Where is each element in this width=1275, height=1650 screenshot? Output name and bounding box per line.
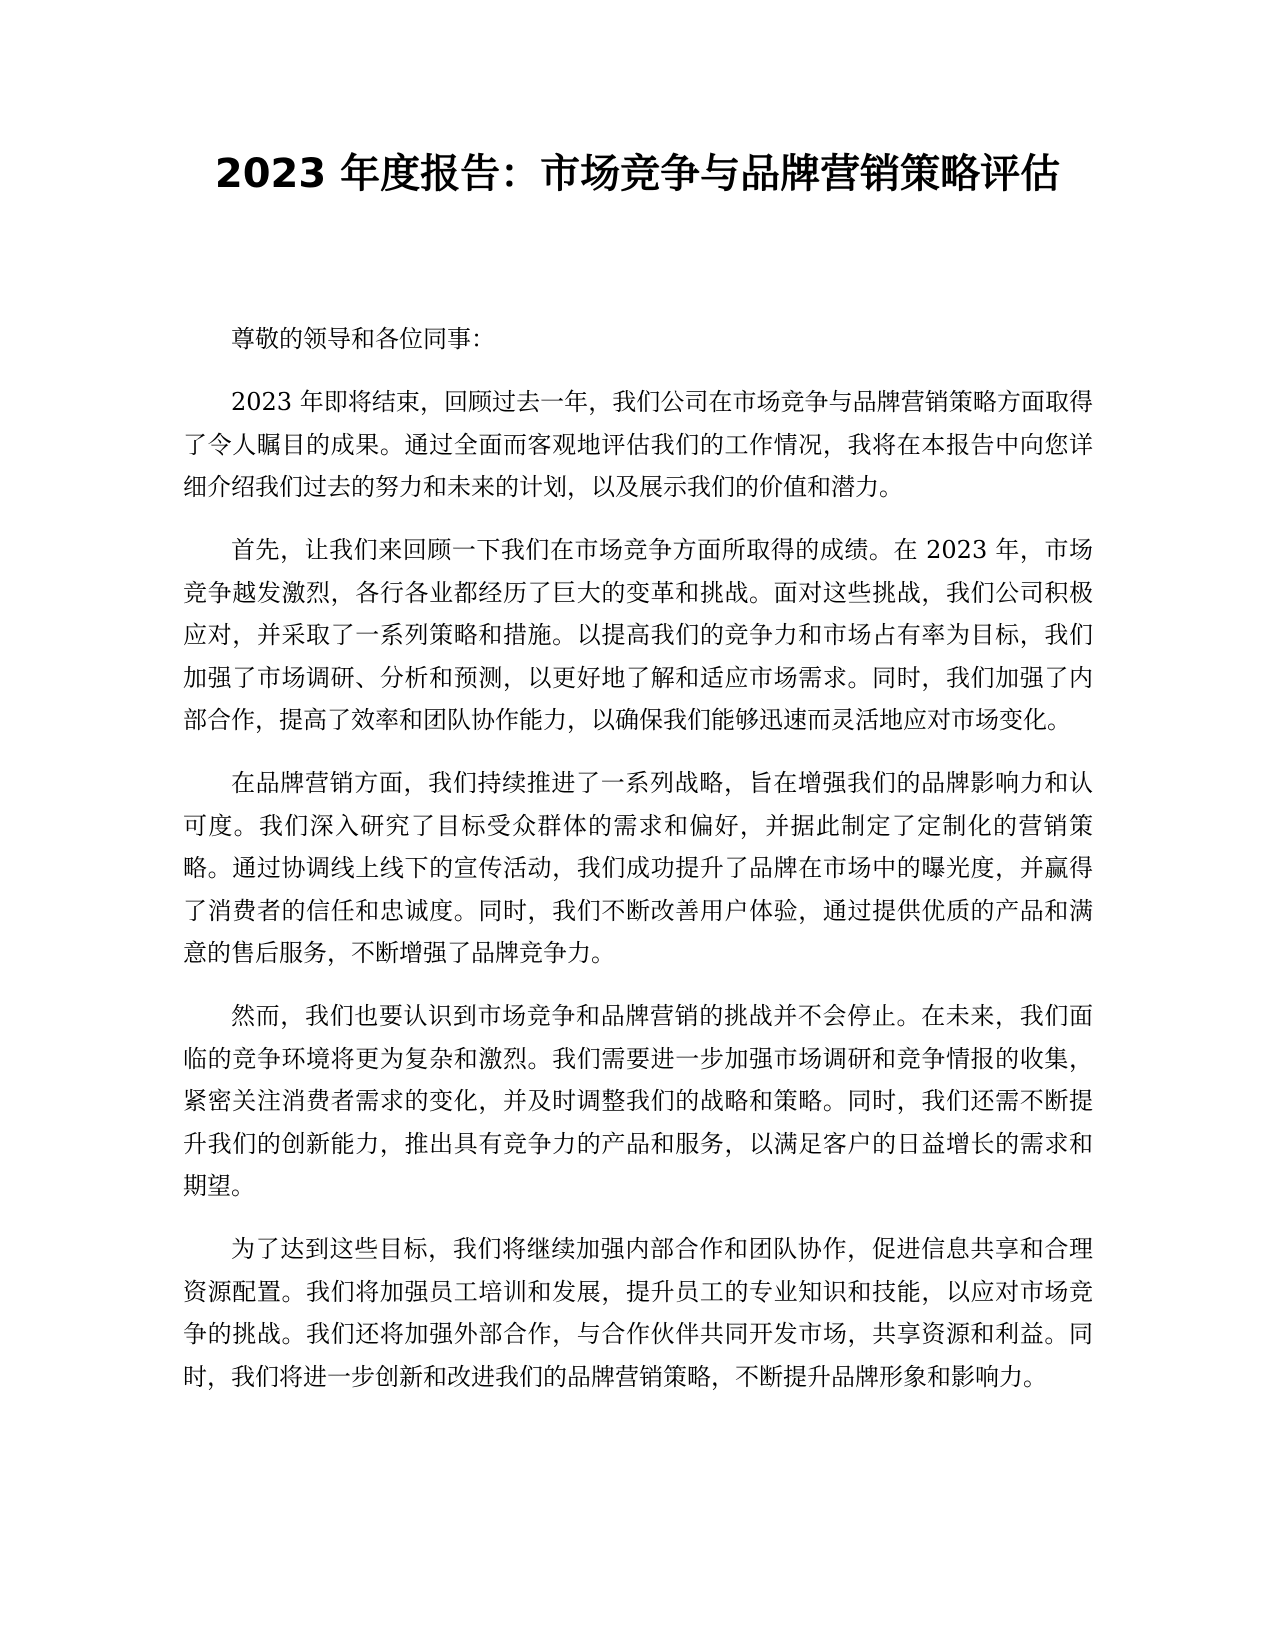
paragraph-1: 2023 年即将结束，回顾过去一年，我们公司在市场竞争与品牌营销策略方面取得了令人瞩目的成果。通过全面而客观地评估我们的工作情况，我将在本报告中向您详细介绍我们过去的努力和未来的计划，以及展示我们的价值和潜力。 [183,388,1093,501]
paragraph-5: 为了达到这些目标，我们将继续加强内部合作和团队协作，促进信息共享和合理资源配置。我们将加强员工培训和发展，提升员工的专业知识和技能，以应对市场竞争的挑战。我们还将加强外部合作，与合作伙伴共同开发市场，共享资源和利益。同时，我们将进一步创新和改进我们的品牌营销策略，不断提升品牌形象和影响力。 [183,1235,1093,1391]
paragraph-4: 然而，我们也要认识到市场竞争和品牌营销的挑战并不会停止。在未来，我们面临的竞争环境将更为复杂和激烈。我们需要进一步加强市场调研和竞争情报的收集，紧密关注消费者需求的变化，并及时调整我们的战略和策略。同时，我们还需不断提升我们的创新能力，推出具有竞争力的产品和服务，以满足客户的日益增长的需求和期望。 [183,1002,1093,1200]
document-title: 2023 年度报告：市场竞争与品牌营销策略评估 [214,151,1061,197]
document-body [183,318,1093,1419]
paragraph-3: 在品牌营销方面，我们持续推进了一系列战略，旨在增强我们的品牌影响力和认可度。我们深入研究了目标受众群体的需求和偏好，并据此制定了定制化的营销策略。通过协调线上线下的宣传活动，我们成功提升了品牌在市场中的曝光度，并赢得了消费者的信任和忠诚度。同时，我们不断改善用户体验，通过提供优质的产品和满意的售后服务，不断增强了品牌竞争力。 [183,769,1093,967]
paragraph-2: 首先，让我们来回顾一下我们在市场竞争方面所取得的成绩。在 2023 年，市场竞争越发激烈，各行各业都经历了巨大的变革和挑战。面对这些挑战，我们公司积极应对，并采取了一系列策略和措施。以提高我们的竞争力和市场占有率为目标，我们加强了市场调研、分析和预测，以更好地了解和适应市场需求。同时，我们加强了内部合作，提高了效率和团队协作能力，以确保我们能够迅速而灵活地应对市场变化。 [183,536,1093,734]
salutation: 尊敬的领导和各位同事： [231,325,495,353]
